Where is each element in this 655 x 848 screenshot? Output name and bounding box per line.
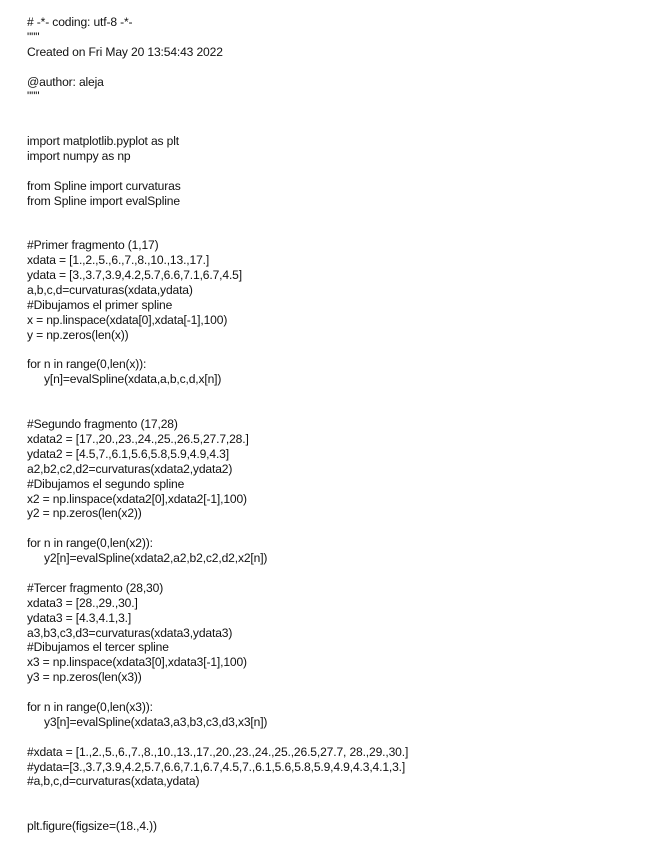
blank-line [27,789,637,804]
blank-line [27,804,637,819]
code-line: for n in range(0,len(x3)): [27,699,153,714]
code-line: xdata2 = [17.,20.,23.,24.,25.,26.5,27.7,28.] [27,431,249,446]
blank-line [27,60,637,75]
code-line: from Spline import curvaturas [27,178,181,193]
code-line: xdata = [1.,2.,5.,6.,7.,8.,10.,13.,17.] [27,253,210,268]
blank-line [27,343,637,358]
code-line: y2 = np.zeros(len(x2)) [27,506,142,521]
code-line: ydata = [3.,3.7,3.9,4.2,5.7,6.6,7.1,6.7,4.5] [27,268,242,283]
code-line: from Spline import evalSpline [27,193,180,208]
code-line: import numpy as np [27,149,131,164]
code-line: y[n]=evalSpline(xdata,a,b,c,d,x[n]) [44,372,222,387]
code-line: #Dibujamos el segundo spline [27,476,185,491]
code-line: #Tercer fragmento (28,30) [27,580,164,595]
code-document [27,15,637,834]
code-line: y2[n]=evalSpline(xdata2,a2,b2,c2,d2,x2[n]) [44,551,268,566]
code-line: xdata3 = [28.,29.,30.] [27,595,138,610]
code-line: ydata3 = [4.3,4.1,3.] [27,610,132,625]
code-line: for n in range(0,len(x2)): [27,536,153,551]
code-line: #Segundo fragmento (17,28) [27,417,178,432]
blank-line [27,164,637,179]
code-line: import matplotlib.pyplot as plt [27,134,179,149]
blank-line [27,387,637,402]
code-line: """ [27,89,40,104]
code-line: #Dibujamos el tercer spline [27,640,169,655]
code-line: """ [27,29,40,44]
code-line: @author: aleja [27,74,104,89]
code-line: plt.figure(figsize=(18.,4.)) [27,819,157,834]
code-line: #Dibujamos el primer spline [27,297,173,312]
blank-line [27,566,637,581]
code-line: for n in range(0,len(x)): [27,357,147,372]
code-line: a,b,c,d=curvaturas(xdata,ydata) [27,283,193,298]
blank-line [27,402,637,417]
code-line: x = np.linspace(xdata[0],xdata[-1],100) [27,312,228,327]
code-line: #ydata=[3.,3.7,3.9,4.2,5.7,6.6,7.1,6.7,4.5,7.,6.1,5.6,5.8,5.9,4.9,4.3,4.1,3.] [27,759,406,774]
code-line: x2 = np.linspace(xdata2[0],xdata2[-1],100) [27,491,247,506]
blank-line [27,521,637,536]
code-line: #a,b,c,d=curvaturas(xdata,ydata) [27,774,200,789]
blank-line [27,223,637,238]
blank-line [27,685,637,700]
code-line: x3 = np.linspace(xdata3[0],xdata3[-1],100) [27,655,247,670]
code-line: y3[n]=evalSpline(xdata3,a3,b3,c3,d3,x3[n]) [44,714,268,729]
code-line: Created on Fri May 20 13:54:43 2022 [27,44,223,59]
blank-line [27,119,637,134]
code-line: #xdata = [1.,2.,5.,6.,7.,8.,10.,13.,17.,20.,23.,24.,25.,26.5,27.7, 28.,29.,30.] [27,744,409,759]
blank-line [27,104,637,119]
code-line: #Primer fragmento (1,17) [27,238,159,253]
code-line: y3 = np.zeros(len(x3)) [27,670,142,685]
blank-line [27,209,637,224]
code-line: # -*- coding: utf-8 -*- [27,15,133,29]
code-line: ydata2 = [4.5,7.,6.1,5.6,5.8,5.9,4.9,4.3] [27,446,229,461]
blank-line [27,730,637,745]
code-line: y = np.zeros(len(x)) [27,327,129,342]
code-line: a2,b2,c2,d2=curvaturas(xdata2,ydata2) [27,461,233,476]
code-line: a3,b3,c3,d3=curvaturas(xdata3,ydata3) [27,625,233,640]
